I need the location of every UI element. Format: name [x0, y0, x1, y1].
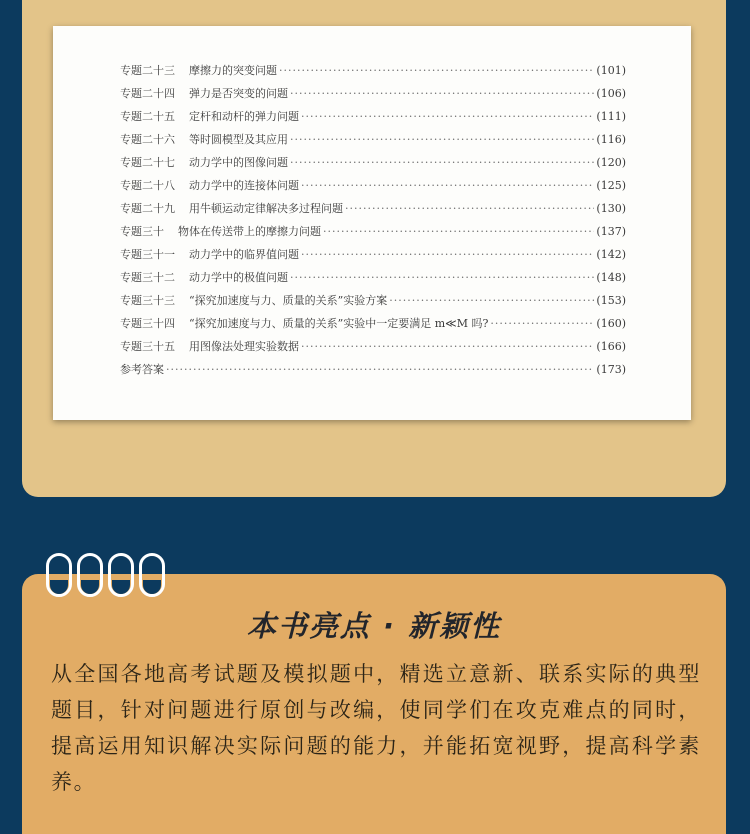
highlight-card	[22, 574, 726, 834]
binder-ring-icon	[46, 553, 72, 597]
toc-leader-dots	[166, 363, 594, 376]
toc-entry-page: (148)	[596, 271, 626, 284]
toc-entry-page: (166)	[596, 340, 626, 353]
toc-entry-number: 专题二十九	[120, 202, 175, 215]
toc-entry	[120, 85, 626, 108]
toc-entry-title: “探究加速度与力、质量的关系”实验方案	[189, 294, 388, 307]
toc-leader-dots	[345, 202, 594, 215]
toc-entry-number: 专题三十一	[120, 248, 175, 261]
toc-entry-page: (106)	[596, 87, 626, 100]
toc-leader-dots	[301, 248, 594, 261]
toc-leader-dots	[389, 294, 594, 307]
toc-entry	[120, 223, 626, 246]
toc-entry-number: 专题三十三	[120, 294, 175, 307]
toc-entry-title: 定杆和动杆的弹力问题	[189, 110, 299, 123]
binder-ring-icon	[139, 553, 165, 597]
toc-entry	[120, 131, 626, 154]
toc-entry-page: (116)	[596, 133, 626, 146]
toc-entry-title: 物体在传送带上的摩擦力问题	[178, 225, 321, 238]
toc-entry-page: (142)	[596, 248, 626, 261]
toc-entry-number: 专题三十五	[120, 340, 175, 353]
toc-entry-number: 专题二十五	[120, 110, 175, 123]
toc-entry-title: 参考答案	[120, 363, 164, 376]
toc-entry	[120, 338, 626, 361]
binder-rings	[46, 553, 176, 601]
binder-ring-icon	[77, 553, 103, 597]
toc-entry-page: (101)	[596, 64, 626, 77]
toc-leader-dots	[290, 87, 594, 100]
toc-entry-number: 专题三十四	[120, 317, 175, 330]
toc-entry-number: 专题二十三	[120, 64, 175, 77]
toc-entry-title: 动力学中的图像问题	[189, 156, 288, 169]
toc-list	[120, 62, 626, 384]
toc-entry-title: 用图像法处理实验数据	[189, 340, 299, 353]
binder-ring-icon	[108, 553, 134, 597]
toc-entry-number: 专题二十四	[120, 87, 175, 100]
toc-entry-page: (111)	[596, 110, 626, 123]
toc-entry-number: 专题二十六	[120, 133, 175, 146]
toc-entry-page: (130)	[596, 202, 626, 215]
toc-entry-page: (173)	[596, 363, 626, 376]
toc-entry-number: 专题二十八	[120, 179, 175, 192]
toc-leader-dots	[490, 317, 594, 330]
toc-leader-dots	[290, 133, 594, 146]
toc-entry	[120, 361, 626, 384]
toc-entry-title: 等时圆模型及其应用	[189, 133, 288, 146]
toc-entry-title: 动力学中的连接体问题	[189, 179, 299, 192]
toc-entry-title: 弹力是否突变的问题	[189, 87, 288, 100]
toc-entry-number: 专题三十	[120, 225, 164, 238]
toc-entry-title: 动力学中的临界值问题	[189, 248, 299, 261]
toc-entry-number: 专题三十二	[120, 271, 175, 284]
toc-entry-title: 用牛顿运动定律解决多过程问题	[189, 202, 343, 215]
toc-entry	[120, 177, 626, 200]
toc-leader-dots	[290, 271, 594, 284]
toc-entry-title: 摩擦力的突变问题	[189, 64, 277, 77]
toc-leader-dots	[301, 179, 594, 192]
toc-entry	[120, 269, 626, 292]
toc-leader-dots	[279, 64, 594, 77]
toc-entry-page: (137)	[596, 225, 626, 238]
toc-leader-dots	[323, 225, 594, 238]
toc-entry	[120, 200, 626, 223]
toc-entry	[120, 292, 626, 315]
toc-entry-page: (125)	[596, 179, 626, 192]
toc-page-image	[53, 26, 691, 420]
highlight-body: 从全国各地高考试题及模拟题中，精选立意新、联系实际的典型题目，针对问题进行原创与改编，使同学们在攻克难点的同时，提高运用知识解决实际问题的能力，并能拓宽视野，提高科学素养。	[51, 662, 701, 794]
toc-entry-page: (120)	[596, 156, 626, 169]
toc-leader-dots	[290, 156, 594, 169]
toc-entry	[120, 246, 626, 269]
highlight-title: 本书亮点 · 新颖性	[246, 609, 502, 643]
toc-entry-page: (153)	[596, 294, 626, 307]
toc-entry	[120, 154, 626, 177]
toc-entry-title: “探究加速度与力、质量的关系”实验中一定要满足 m≪M 吗?	[189, 317, 489, 330]
toc-leader-dots	[301, 110, 594, 123]
toc-entry-title: 动力学中的极值问题	[189, 271, 288, 284]
toc-entry	[120, 315, 626, 338]
toc-entry-number: 专题二十七	[120, 156, 175, 169]
toc-entry-page: (160)	[596, 317, 626, 330]
toc-entry	[120, 108, 626, 131]
toc-leader-dots	[301, 340, 594, 353]
toc-entry	[120, 62, 626, 85]
